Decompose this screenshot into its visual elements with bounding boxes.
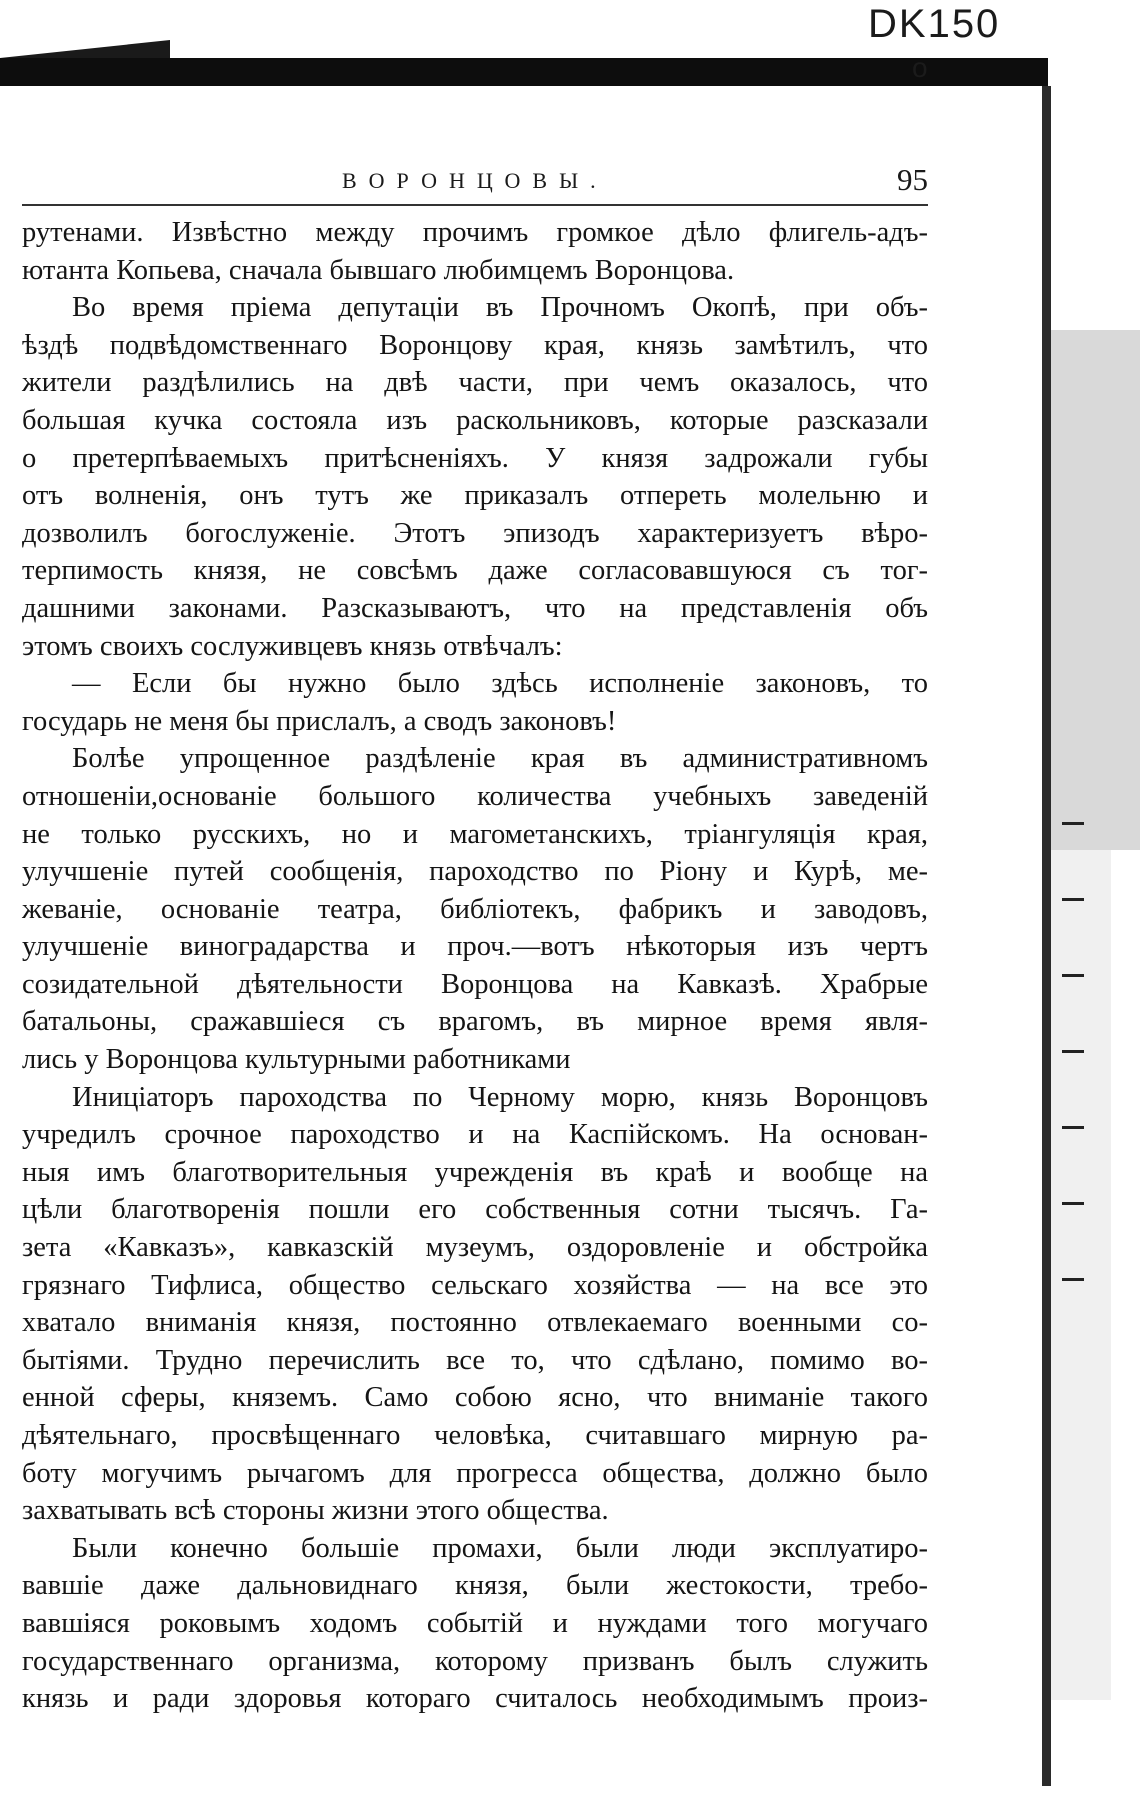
text-line: дашними законами. Разсказываютъ, что на представленія объ bbox=[22, 592, 928, 624]
body-text bbox=[22, 214, 928, 1718]
text-line: жеваніе, основаніе театра, библіотекъ, фабрикъ и заводовъ, bbox=[22, 893, 928, 925]
text-line: большая кучка состояла изъ раскольниковъ, которые разсказали bbox=[22, 404, 928, 436]
text-line: енной сферы, княземъ. Само собою ясно, что вниманіе такого bbox=[22, 1382, 928, 1414]
text-line: ныя имъ благотворительныя учрежденія въ краѣ и вообще на bbox=[22, 1156, 928, 1188]
page-number: 95 bbox=[897, 162, 928, 197]
text-line: ютанта Копьева, сначала бывшаго любимцемъ Воронцова. bbox=[22, 254, 735, 286]
text-line: отъ волненія, онъ тутъ же приказалъ отпереть молельню и bbox=[22, 480, 928, 512]
text-line: вавшіе даже дальновиднаго князя, были жестокости, требо- bbox=[22, 1570, 928, 1602]
page-edge-mark bbox=[1062, 1202, 1084, 1205]
library-call-number-sub: o bbox=[912, 52, 928, 83]
text-line: о претерпѣваемыхъ притѣсненіяхъ. У князя задрожали губы bbox=[22, 442, 928, 474]
text-line: улучшеніе виноградарства и проч.—вотъ нѣкоторыя изъ чертъ bbox=[22, 931, 928, 963]
text-line: отношеніи,основаніе большого количества учебныхъ заведеній bbox=[22, 780, 928, 812]
text-line: захватывать всѣ стороны жизни этого общества. bbox=[22, 1495, 609, 1527]
text-line: зета «Кавказъ», кавказскій музеумъ, оздоровленіе и обстройка bbox=[22, 1232, 928, 1264]
text-line: не только русскихъ, но и магометанскихъ, тріангуляція края, bbox=[22, 818, 928, 850]
text-line: рутенами. Извѣстно между прочимъ громкое дѣло флигель-адъ- bbox=[22, 217, 928, 248]
running-title: ВОРОНЦОВЫ. bbox=[342, 168, 608, 193]
text-line: созидательной дѣятельности Воронцова на Кавказѣ. Храбрые bbox=[22, 968, 928, 1000]
text-line: — Если бы нужно было здѣсь исполненіе законовъ, то bbox=[72, 668, 928, 700]
header-rule bbox=[22, 204, 928, 206]
text-line: жители раздѣлились на двѣ части, при чемъ оказалось, что bbox=[22, 367, 928, 399]
text-line: батальоны, сражавшіеся съ врагомъ, въ мирное время явля- bbox=[22, 1006, 928, 1038]
text-line: дѣятельнаго, просвѣщеннаго человѣка, считавшаго мирную ра- bbox=[22, 1420, 928, 1451]
running-head bbox=[22, 162, 928, 202]
scan-edge-shadow-top bbox=[0, 58, 1048, 86]
scan-page-fold bbox=[1051, 330, 1140, 850]
text-line: бытіями. Трудно перечислить все то, что сдѣлано, помимо во- bbox=[22, 1344, 928, 1376]
text-line: грязнаго Тифлиса, общество сельскаго хозяйства — на все это bbox=[22, 1269, 928, 1301]
text-line: терпимость князя, не совсѣмъ даже согласовавшуюся съ тог- bbox=[22, 555, 928, 587]
text-line: цѣли благотворенія пошли его собственныя сотни тысячъ. Га- bbox=[22, 1194, 928, 1226]
page-edge-mark bbox=[1062, 1278, 1084, 1281]
text-line: Были конечно большіе промахи, были люди эксплуатиро- bbox=[72, 1532, 928, 1564]
page-edge-mark bbox=[1062, 1126, 1084, 1129]
text-line: князь и ради здоровья котораго считалось необходимымъ произ- bbox=[22, 1683, 928, 1715]
page-edge-mark bbox=[1062, 898, 1084, 901]
text-line: Иниціаторъ пароходства по Черному морю, князь Воронцовъ bbox=[72, 1081, 928, 1113]
page-edge-mark bbox=[1062, 822, 1084, 825]
text-line: Болѣе упрощенное раздѣленіе края въ административномъ bbox=[72, 743, 928, 775]
text-line: государственнаго организма, которому призванъ былъ служить bbox=[22, 1645, 928, 1677]
text-line: учредилъ срочное пароходство и на Каспійскомъ. На основан- bbox=[22, 1119, 928, 1151]
text-line: боту могучимъ рычагомъ для прогресса общества, должно было bbox=[22, 1457, 928, 1489]
text-line: Во время пріема депутаціи въ Прочномъ Окопѣ, при объ- bbox=[72, 292, 928, 324]
page-edge-mark bbox=[1062, 974, 1084, 977]
text-line: улучшеніе путей сообщенія, пароходство по Ріону и Курѣ, ме- bbox=[22, 856, 928, 888]
text-line: дозволилъ богослуженіе. Этотъ эпизодъ характеризуетъ вѣро- bbox=[22, 517, 928, 549]
text-line: ѣздѣ подвѣдомственнаго Воронцову края, князь замѣтилъ, что bbox=[22, 329, 928, 361]
page-edge-mark bbox=[1062, 1050, 1084, 1053]
scan-page-fold-lower bbox=[1051, 850, 1111, 1700]
scan-edge-shadow-right bbox=[1042, 86, 1051, 1786]
text-line: хватало вниманія князя, постоянно отвлекаемаго военными со- bbox=[22, 1307, 928, 1339]
text-line: вавшіяся роковымъ ходомъ событій и нуждами того могучаго bbox=[22, 1607, 928, 1639]
text-line: государь не меня бы прислалъ, а сводъ законовъ! bbox=[22, 705, 617, 737]
library-call-number: DK150 bbox=[868, 2, 1001, 46]
text-line: этомъ своихъ сослуживцевъ князь отвѣчалъ: bbox=[22, 630, 563, 662]
text-line: лись у Воронцова культурными работниками bbox=[22, 1044, 571, 1076]
